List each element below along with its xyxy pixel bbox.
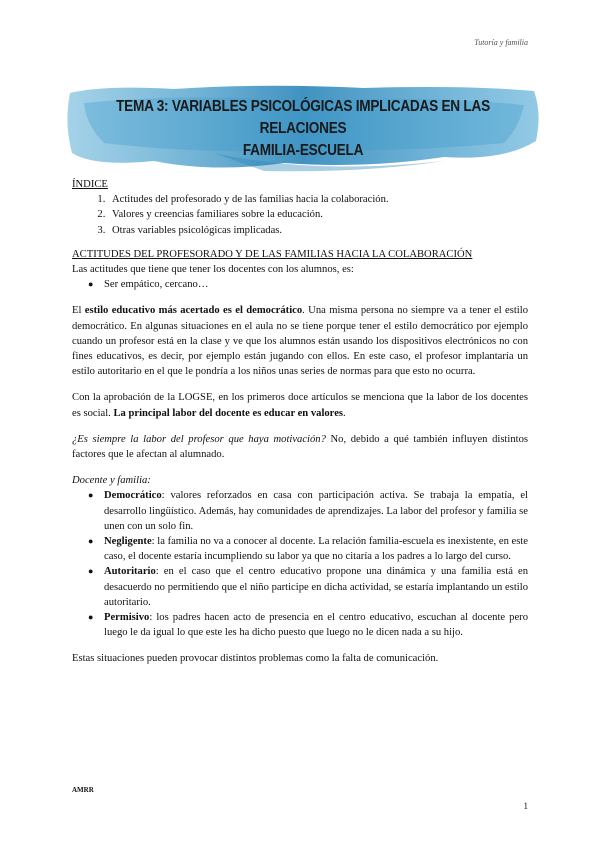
p2-pre: Con la aprobación de la LOGSE, en los primeros doce artículos se menciona que la labor de los docentes es social. — [72, 392, 528, 419]
index-item: 2. Valores y creencias familiares sobre la educación. — [108, 207, 528, 222]
style-text: : los padres hacen acto de presencia en el centro educativo, escuchan al docente pero luego le da igual lo que este les ha dicho puesto que luego no le dicen nada a su hijo. — [104, 612, 528, 639]
p2-post: . — [343, 407, 346, 419]
list-item — [88, 277, 528, 292]
p1-pre: El — [72, 305, 85, 317]
p1-rest: . Una misma persona no siempre va a tener el estilo democrático. En algunas situaciones en el aula no se tiene porque tener el estilo democrático por ejemplo cuando un profesor está en la clase y ve que los alumnos están usando los dispositivos electrónicos no con fines educativos, es decir, por ejemplo están jugando con ellos. En este caso, el profesor implantaría un estilo autoritario en el que le pondría a los niños unas series de normas para que esto no ocurra. — [72, 305, 528, 378]
intro-bullets — [72, 277, 528, 292]
title-line-2: FAMILIA-ESCUELA — [242, 142, 364, 159]
bullet-text: Ser empático, cercano… — [104, 279, 209, 291]
list-item — [88, 534, 528, 564]
p1-bold: estilo educativo más acertado es el democrático — [84, 305, 303, 317]
bullet-icon: ● — [88, 612, 94, 623]
paragraph-logse — [72, 390, 528, 420]
paragraph-motivation — [72, 432, 528, 462]
list-item — [88, 610, 528, 640]
index-item: 1. Actitudes del profesorado y de las familias hacia la colaboración. — [108, 192, 528, 207]
style-name: Autoritario — [104, 566, 156, 578]
styles-list — [72, 488, 528, 640]
document-body — [72, 177, 528, 667]
list-item — [88, 488, 528, 534]
style-name: Negligente — [104, 536, 152, 548]
p3-question: ¿Es siempre la labor del profesor que haya motivación? — [72, 433, 326, 445]
index-item: 3. Otras variables psicológicas implicadas. — [108, 223, 528, 238]
index-list — [72, 192, 528, 238]
index-heading: ÍNDICE — [72, 179, 108, 190]
running-header: Tutoría y familia — [474, 38, 528, 47]
title-banner — [64, 83, 542, 175]
paragraph-democratic — [72, 303, 528, 379]
closing-paragraph: Estas situaciones pueden provocar distintos problemas como la falta de comunicación. — [72, 653, 439, 665]
styles-heading: Docente y familia: — [72, 475, 151, 487]
p3-rest: No, debido a qué también influyen distintos factores que le afectan al alumnado. — [72, 433, 528, 461]
style-text: : la familia no va a conocer al docente. La relación familia-escuela es inexistente, en este caso, el docente estaría incumpliendo su labor ya que no citaría a los padres a lo largo del curso. — [104, 536, 528, 563]
document-title — [93, 96, 514, 162]
bullet-icon: ● — [88, 490, 94, 501]
style-text: : en el caso que el centro educativo propone una dinámica y una familia está en desacuerdo no permitiendo que el niño participe en dicha actividad, se estaría implantando un estilo autoritario. — [104, 566, 528, 608]
bullet-icon: ● — [88, 279, 94, 290]
section-intro: Las actitudes que tiene que tener los docentes con los alumnos, es: — [72, 264, 354, 276]
p2-bold: La principal labor del docente es educar en valores — [113, 407, 344, 419]
list-item — [88, 564, 528, 610]
style-name: Permisivo — [104, 612, 150, 624]
style-name: Democrático — [104, 490, 162, 502]
bullet-icon: ● — [88, 536, 94, 547]
page-number: 1 — [523, 801, 528, 811]
section-heading: ACTITUDES DEL PROFESORADO Y DE LAS FAMILIAS HACIA LA COLABORACIÓN — [72, 248, 473, 260]
style-text: : valores reforzados en casa con participación activa. Se trabaja la empatía, el desarrollo lingüístico. Además, hay comunidades de aprendizajes. La labor del profesor y familia se unen con un solo fin. — [104, 490, 528, 532]
author-initials: AMRR — [72, 786, 94, 794]
title-line-1: TEMA 3: VARIABLES PSICOLÓGICAS IMPLICADAS EN LAS RELACIONES — [116, 98, 490, 137]
bullet-icon: ● — [88, 566, 94, 577]
